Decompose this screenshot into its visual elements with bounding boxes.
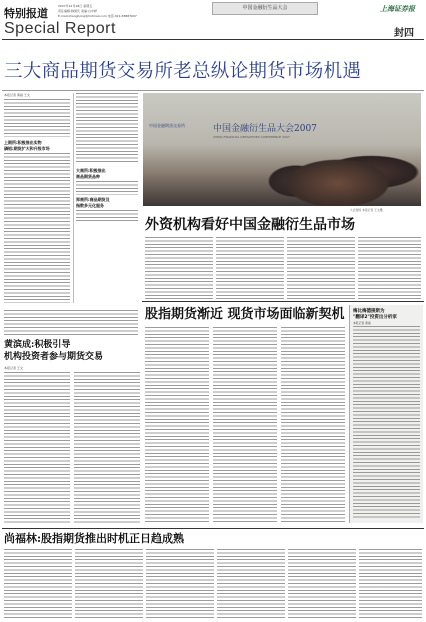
photo-caption: 大会现场 本报记者 王文摄: [350, 208, 383, 212]
event-banner-label: 中国金融衍生品大会: [242, 5, 288, 11]
huang-headline-2: 机构投资者参与期货交易: [4, 352, 104, 362]
photo-slide-title: 中国金融衍生品大会2007: [213, 124, 317, 134]
page-label: 封四: [394, 28, 414, 39]
huang-byline: 本报记者 王文: [4, 366, 23, 370]
shang-headline: 尚福林:股指期货推出时机正日趋成熟: [4, 532, 185, 545]
conference-photo: [143, 93, 421, 206]
main-headline: 三大商品期货交易所老总纵论期货市场机遇: [4, 61, 362, 82]
right-box-title-2: "翻译2"投资出分析家: [353, 315, 397, 320]
photo-slide-subtitle: CHINA FINANCIAL DERIVATIVES CONFERENCE 2007: [213, 135, 290, 139]
index-futures-headline: 股指期货渐近 现货市场面临新契机: [145, 307, 345, 322]
subhead-shfe: 上期所:积极推出实物: [4, 140, 42, 145]
foreign-headline: 外资机构看好中国金融衍生品市场: [145, 217, 355, 233]
subhead-dce: 大商所:积极推出: [76, 168, 106, 173]
subhead-dce-2: 商品期货品种: [76, 174, 100, 179]
special-report-label: Special Report: [4, 20, 116, 37]
huang-headline: 黄滨成:积极引导: [4, 340, 71, 350]
paper-logo: 上海证券报: [380, 4, 415, 13]
email-line: E-mail:zhanghong@hotmail.com 电话:021-58887607: [58, 14, 137, 18]
section-name: 特别报道: [4, 7, 48, 20]
left-byline: 本报记者 黄淑 王文: [4, 93, 30, 97]
date-line: 2007年12月28日 星期五: [58, 4, 93, 8]
subhead-shfe-2: 磷铝:期货扩大和升级市场: [4, 146, 50, 151]
subhead-czce-2: 指数多元化服务: [76, 203, 104, 208]
photo-slide-left: 中国金融期货交易所: [149, 123, 185, 128]
right-box-title: 梅比梅德接斯为: [353, 309, 385, 314]
right-box-byline: 本报记者 黄淑: [353, 321, 371, 325]
editor-line: 责任编辑:韩国庆 美编:白中晔: [58, 9, 97, 13]
event-banner: [212, 2, 318, 15]
masthead: [0, 0, 426, 46]
subhead-czce: 郑商所:商品期货及: [76, 197, 110, 202]
right-feature-box: [349, 305, 423, 523]
